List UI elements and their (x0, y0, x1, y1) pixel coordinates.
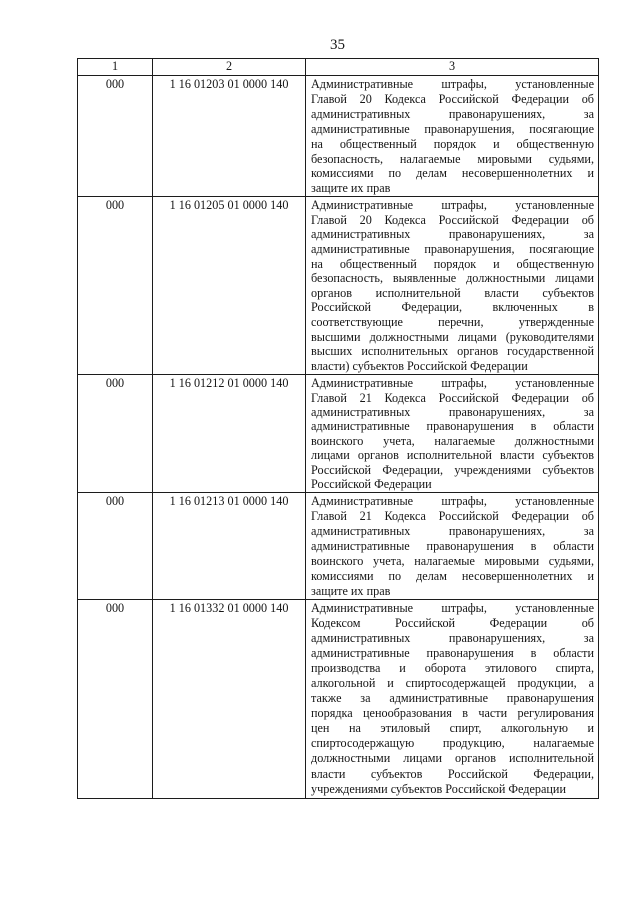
description-line: спиртосодержащую продукцию, налагаемые (311, 736, 594, 751)
administrator-code-cell: 000 (78, 197, 153, 375)
description-line: административные правонарушения в области (311, 419, 594, 434)
table-row (78, 197, 599, 375)
description-line: безопасность, выявленные должностными лицами (311, 271, 594, 286)
description-line: на общественный порядок и общественную (311, 136, 594, 151)
description-line: власти) субъектов Российской Федерации (311, 358, 528, 373)
description-line: алкогольной и спиртосодержащей продукции, а (311, 675, 594, 690)
table-header (78, 59, 599, 76)
administrator-code-cell: 000 (78, 375, 153, 492)
description-line: должностными лицами органов исполнительной (311, 751, 594, 766)
description-line: административные правонарушения, посягающие (311, 242, 594, 257)
column-header-1: 1 (78, 59, 153, 76)
description-line: Кодексом Российской Федерации об (311, 615, 594, 630)
description-line: административных правонарушениях, за (311, 405, 594, 420)
table-header-row (78, 59, 599, 76)
description-cell (306, 197, 599, 375)
description-line: лицами органов исполнительной власти субъектов (311, 448, 594, 463)
description-line: Административные штрафы, установленные (311, 493, 594, 508)
description-line: порядка ценообразования в части регулирования (311, 706, 594, 721)
table-row (78, 375, 599, 492)
description-cell (306, 76, 599, 197)
description-line: Главой 20 Кодекса Российской Федерации об (311, 91, 594, 106)
description-line: также за административные правонарушения (311, 691, 594, 706)
description-line: безопасность, налагаемые мировыми судьями, (311, 151, 594, 166)
description-line: Административные штрафы, установленные (311, 77, 594, 91)
description-line: защите их прав (311, 181, 391, 196)
description-line: административных правонарушениях, за (311, 106, 594, 121)
table-row (78, 599, 599, 798)
budget-code-cell: 1 16 01332 01 0000 140 (153, 599, 306, 798)
description-line: Административные штрафы, установленные (311, 376, 594, 391)
administrator-code-cell: 000 (78, 492, 153, 599)
description-line: высших исполнительных органов государственной (311, 344, 594, 359)
budget-code-cell: 1 16 01212 01 0000 140 (153, 375, 306, 492)
description-line: Главой 21 Кодекса Российской Федерации об (311, 390, 594, 405)
description-line: Российской Федерации, включенных в (311, 300, 594, 315)
description-line: комиссиями по делам несовершеннолетних и (311, 166, 594, 181)
description-line: административные правонарушения в области (311, 538, 594, 553)
description-line: Главой 21 Кодекса Российской Федерации об (311, 508, 594, 523)
table-row (78, 76, 599, 197)
administrator-code-cell: 000 (78, 599, 153, 798)
description-line: Российской Федерации, учреждениями субъектов (311, 462, 594, 477)
description-line: административные правонарушения, посягающие (311, 121, 594, 136)
description-line: учреждениями субъектов Российской Федерации (311, 781, 566, 796)
budget-code-cell: 1 16 01205 01 0000 140 (153, 197, 306, 375)
description-line: воинского учета, налагаемые должностными (311, 433, 594, 448)
budget-code-cell: 1 16 01203 01 0000 140 (153, 76, 306, 197)
description-line: комиссиями по делам несовершеннолетних и (311, 568, 594, 583)
description-cell (306, 375, 599, 492)
table-row (78, 492, 599, 599)
classification-table (77, 58, 599, 799)
description-line: защите их прав (311, 583, 391, 598)
description-line: Российской Федерации (311, 477, 432, 492)
description-line: цен на этиловый спирт, алкогольную и (311, 721, 594, 736)
description-line: воинского учета, налагаемые мировыми судьями, (311, 553, 594, 568)
description-line: административные правонарушения в области (311, 645, 594, 660)
description-line: Административные штрафы, установленные (311, 198, 594, 213)
description-line: производства и оборота этилового спирта, (311, 660, 594, 675)
description-cell (306, 492, 599, 599)
description-line: Административные штрафы, установленные (311, 600, 594, 615)
administrator-code-cell: 000 (78, 76, 153, 197)
page-number: 35 (330, 37, 345, 53)
description-line: соответствующие перечни, утвержденные (311, 315, 594, 329)
description-line: высшими должностными лицами (руководителями (311, 329, 594, 344)
description-line: органов исполнительной власти субъектов (311, 285, 594, 300)
description-line: на общественный порядок и общественную (311, 256, 594, 271)
description-line: административных правонарушениях, за (311, 523, 594, 538)
description-line: административных правонарушениях, за (311, 630, 594, 645)
column-header-3: 3 (306, 59, 599, 76)
table-body (78, 76, 599, 799)
budget-code-cell: 1 16 01213 01 0000 140 (153, 492, 306, 599)
column-header-2: 2 (153, 59, 306, 76)
description-line: административных правонарушениях, за (311, 227, 594, 242)
description-line: Главой 20 Кодекса Российской Федерации об (311, 212, 594, 227)
description-line: власти субъектов Российской Федерации, (311, 766, 594, 781)
description-cell (306, 599, 599, 798)
